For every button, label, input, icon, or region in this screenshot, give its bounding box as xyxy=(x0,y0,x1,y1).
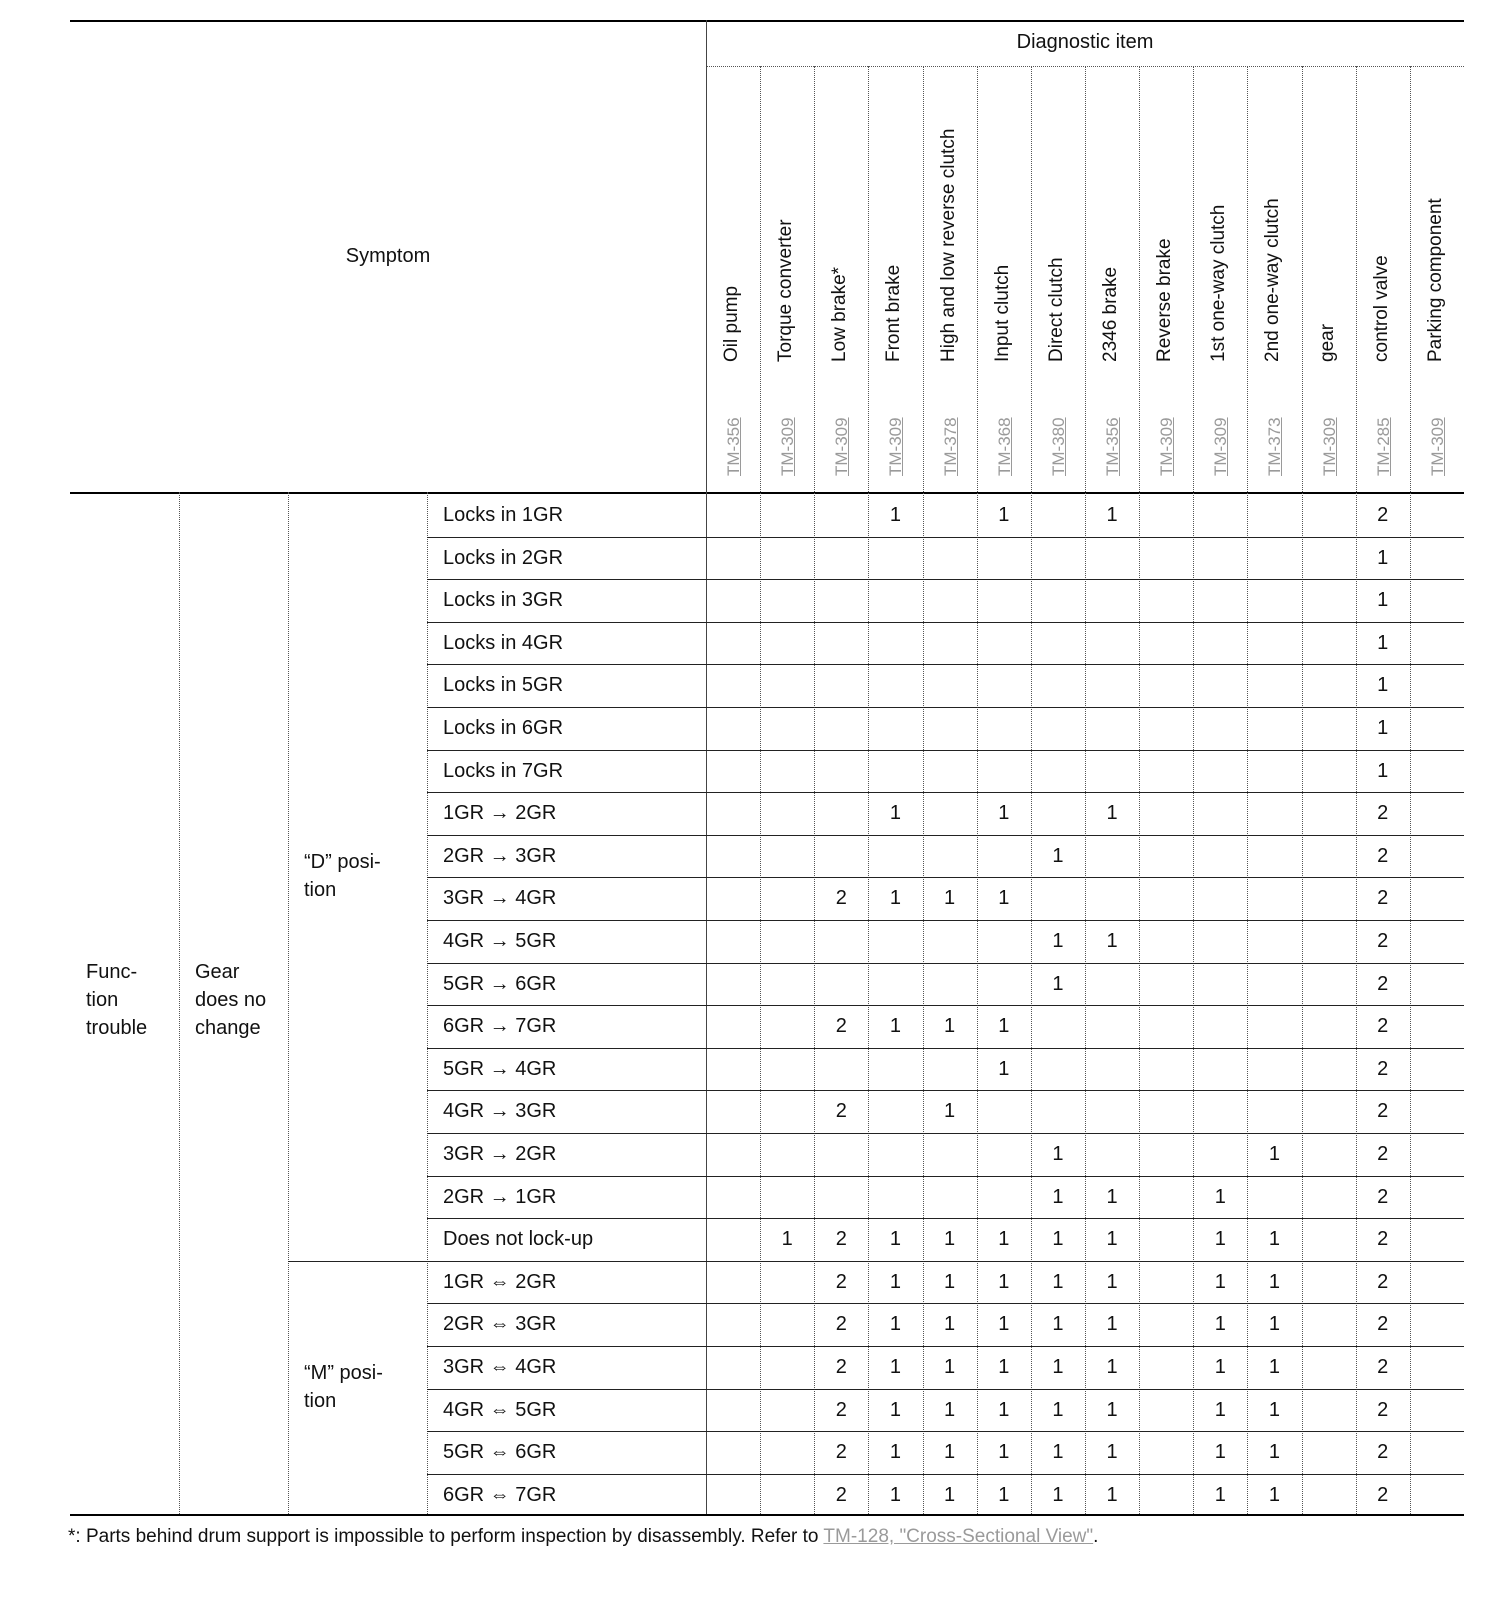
table-cell: 1 xyxy=(1052,1313,1064,1336)
table-cell: 2 xyxy=(1377,1313,1389,1336)
table-cell: 2 xyxy=(1377,887,1389,910)
footnote xyxy=(68,1525,1098,1549)
column-header-12: gear xyxy=(1316,323,1338,362)
table-cell: 1 xyxy=(1106,1356,1118,1378)
column-divider xyxy=(1193,66,1194,1514)
table-cell: 1 xyxy=(1377,589,1389,612)
table-cell: 1 xyxy=(998,1015,1010,1038)
row-symptom: 1GR ⇔ 2GR xyxy=(443,1270,557,1293)
row-symptom: 6GR → 7GR xyxy=(443,1015,557,1038)
table-cell: 2 xyxy=(835,1398,847,1421)
row-divider xyxy=(427,707,1464,708)
table-cell: 2 xyxy=(1377,802,1389,825)
column-divider xyxy=(814,66,815,1514)
table-cell: 2 xyxy=(1377,1270,1389,1293)
column-ref-link[interactable]: TM-309 xyxy=(832,417,852,476)
row-symptom: Locks in 1GR xyxy=(443,504,564,526)
table-cell: 1 xyxy=(1052,972,1064,995)
table-cell: 1 xyxy=(1214,1483,1226,1506)
table-cell: 1 xyxy=(889,1228,902,1251)
column-ref-link[interactable]: TM-309 xyxy=(886,417,906,476)
symptom-header: Symptom xyxy=(345,245,431,267)
row-symptom: 2GR ⇔ 3GR xyxy=(443,1313,557,1336)
table-cell: 2 xyxy=(1377,1015,1389,1038)
table-cell: 1 xyxy=(1377,717,1389,739)
row-divider xyxy=(427,1090,1464,1091)
table-cell: 1 xyxy=(1106,1398,1118,1421)
table-cell: 1 xyxy=(1377,759,1389,782)
row-divider xyxy=(427,1133,1464,1134)
symptom-divider xyxy=(179,492,180,1514)
column-header-13: control valve xyxy=(1370,255,1392,362)
row-symptom: Does not lock-up xyxy=(443,1228,594,1251)
table-cell: 1 xyxy=(998,887,1010,910)
table-cell: 1 xyxy=(1377,631,1389,654)
table-cell: 1 xyxy=(1052,930,1064,952)
table-cell: 1 xyxy=(1106,504,1118,526)
column-header-1: Oil pump xyxy=(721,285,742,362)
column-header-11: 2nd one-way clutch xyxy=(1262,198,1284,362)
table-cell: 1 xyxy=(998,1398,1010,1421)
table-cell: 1 xyxy=(889,1015,902,1038)
footnote-link[interactable]: TM-128, "Cross-Sectional View" xyxy=(823,1526,1094,1547)
row-divider xyxy=(427,750,1464,751)
table-cell: 1 xyxy=(889,1483,902,1506)
table-cell: 1 xyxy=(998,1441,1010,1464)
column-ref-link[interactable]: TM-373 xyxy=(1265,417,1285,476)
row-divider xyxy=(427,622,1464,623)
row-divider xyxy=(427,1218,1464,1219)
row-divider xyxy=(427,1005,1464,1006)
table-cell: 2 xyxy=(835,1015,847,1038)
table-cell: 1 xyxy=(1268,1270,1281,1293)
table-cell: 1 xyxy=(1268,1441,1281,1464)
table-cell: 1 xyxy=(1214,1185,1226,1208)
table-cell: 1 xyxy=(1052,1356,1064,1378)
table-cell: 1 xyxy=(1106,1483,1118,1506)
column-divider xyxy=(1356,66,1357,1514)
table-cell: 1 xyxy=(1214,1313,1226,1336)
column-ref-link[interactable]: TM-309 xyxy=(778,417,798,476)
position-label-m: “M” posi- tion xyxy=(304,1362,383,1412)
table-cell: 1 xyxy=(998,1483,1010,1506)
table-cell: 1 xyxy=(1052,1483,1064,1506)
column-ref-link[interactable]: TM-309 xyxy=(1211,417,1231,476)
category-label: Func- tion trouble xyxy=(86,961,148,1039)
row-divider xyxy=(427,877,1464,878)
table-cell: 1 xyxy=(889,504,902,526)
table-cell: 1 xyxy=(1377,546,1389,569)
table-cell: 1 xyxy=(889,802,902,825)
row-symptom: 2GR → 3GR xyxy=(443,844,557,867)
column-header-10: 1st one-way clutch xyxy=(1208,204,1230,362)
column-divider xyxy=(1247,66,1248,1514)
table-cell: 2 xyxy=(1377,504,1389,526)
table-cell: 1 xyxy=(1106,1270,1118,1293)
table-cell: 1 xyxy=(1106,1228,1118,1251)
table-cell: 1 xyxy=(944,1015,956,1038)
column-header-4: Front brake xyxy=(883,264,905,362)
column-divider xyxy=(1031,66,1032,1514)
table-cell: 1 xyxy=(889,1356,902,1378)
row-symptom: 5GR → 6GR xyxy=(443,972,557,995)
table-cell: 2 xyxy=(835,1270,847,1293)
table-cell: 1 xyxy=(1214,1270,1226,1293)
row-symptom: 2GR → 1GR xyxy=(443,1185,557,1208)
table-cell: 1 xyxy=(944,1356,956,1378)
table-cell: 1 xyxy=(944,1270,956,1293)
table-cell: 1 xyxy=(1052,1270,1064,1293)
table-cell: 1 xyxy=(998,1270,1010,1293)
row-divider xyxy=(427,963,1464,964)
column-header-7: Direct clutch xyxy=(1045,257,1067,362)
row-symptom: 4GR → 5GR xyxy=(443,930,557,952)
row-symptom: 4GR → 3GR xyxy=(443,1100,557,1123)
table-cell: 1 xyxy=(889,1313,902,1336)
table-cell: 1 xyxy=(944,1483,956,1506)
table-cell: 1 xyxy=(889,1441,902,1464)
column-divider xyxy=(706,20,707,1514)
table-cell: 2 xyxy=(835,1483,847,1506)
table-cell: 1 xyxy=(1214,1228,1226,1251)
column-ref-link[interactable]: TM-309 xyxy=(1427,417,1447,476)
column-divider xyxy=(868,66,869,1514)
row-symptom: 3GR → 4GR xyxy=(443,887,557,910)
table-bottom-rule xyxy=(70,1514,1464,1516)
column-ref-link[interactable]: TM-380 xyxy=(1048,417,1068,476)
table-cell: 1 xyxy=(1052,1441,1064,1464)
table-cell: 2 xyxy=(835,1100,847,1123)
table-cell: 1 xyxy=(998,504,1010,526)
column-ref-link[interactable]: TM-356 xyxy=(1102,417,1122,476)
table-cell: 2 xyxy=(1377,972,1389,995)
table-cell: 2 xyxy=(835,1313,847,1336)
table-cell: 2 xyxy=(1377,930,1389,952)
row-divider xyxy=(427,792,1464,793)
table-cell: 2 xyxy=(1377,1398,1389,1421)
table-cell: 1 xyxy=(889,1398,902,1421)
table-cell: 1 xyxy=(1052,1228,1064,1251)
row-divider xyxy=(427,835,1464,836)
table-cell: 2 xyxy=(835,1228,847,1251)
column-ref-link[interactable]: TM-309 xyxy=(1157,417,1177,476)
row-divider xyxy=(427,1431,1464,1432)
table-cell: 1 xyxy=(1214,1356,1226,1378)
row-divider xyxy=(427,1389,1464,1390)
table-cell: 1 xyxy=(944,1441,956,1464)
column-ref-link[interactable]: TM-309 xyxy=(1319,417,1339,476)
table-cell: 2 xyxy=(1377,1143,1389,1165)
row-divider xyxy=(427,1048,1464,1049)
table-cell: 1 xyxy=(1268,1398,1281,1421)
table-cell: 1 xyxy=(1268,1313,1281,1336)
symptom-divider xyxy=(288,492,289,1514)
table-cell: 1 xyxy=(944,1313,956,1336)
table-cell: 1 xyxy=(1214,1441,1226,1464)
column-divider xyxy=(760,66,761,1514)
row-symptom: 3GR → 2GR xyxy=(443,1143,557,1165)
table-cell: 1 xyxy=(1052,1143,1064,1165)
position-group-divider xyxy=(288,1261,1464,1262)
column-divider xyxy=(1302,66,1303,1514)
row-symptom: Locks in 3GR xyxy=(443,589,564,612)
table-cell: 1 xyxy=(889,887,902,910)
table-cell: 1 xyxy=(1106,1313,1118,1336)
header-bottom-rule xyxy=(70,492,1464,494)
column-header-3: Low brake* xyxy=(829,266,851,362)
table-cell: 1 xyxy=(1268,1356,1281,1378)
position-label-d: “D” posi- tion xyxy=(304,851,381,901)
row-divider xyxy=(427,537,1464,538)
table-cell: 1 xyxy=(998,1057,1010,1080)
row-divider xyxy=(427,1176,1464,1177)
table-cell: 1 xyxy=(1268,1143,1281,1165)
row-symptom: 1GR → 2GR xyxy=(443,802,557,825)
table-cell: 1 xyxy=(1052,1185,1064,1208)
row-symptom: Locks in 4GR xyxy=(443,631,564,654)
diagnostic-item-header: Diagnostic item xyxy=(1016,31,1154,53)
table-cell: 2 xyxy=(1377,1185,1389,1208)
table-cell: 1 xyxy=(944,1228,956,1251)
footnote-end: . xyxy=(1093,1526,1099,1547)
table-top-rule xyxy=(70,20,1464,22)
column-header-9: Reverse brake xyxy=(1154,238,1176,362)
table-cell: 1 xyxy=(889,1270,902,1293)
table-cell: 1 xyxy=(944,1100,956,1123)
footnote-text: *: Parts behind drum support is impossible to perform inspection by disassembly. Refer to xyxy=(68,1526,824,1547)
table-cell: 1 xyxy=(1106,930,1118,952)
row-symptom: 3GR ⇔ 4GR xyxy=(443,1356,557,1378)
column-divider xyxy=(1139,66,1140,1514)
table-cell: 2 xyxy=(1377,1100,1389,1123)
table-cell: 1 xyxy=(1052,1398,1064,1421)
row-divider xyxy=(427,579,1464,580)
table-cell: 2 xyxy=(835,1356,847,1378)
column-divider xyxy=(1410,66,1411,1514)
table-cell: 2 xyxy=(1377,1356,1389,1378)
row-symptom: Locks in 6GR xyxy=(443,717,564,739)
column-ref-link[interactable]: TM-378 xyxy=(940,417,960,476)
table-cell: 1 xyxy=(998,1356,1010,1378)
row-symptom: Locks in 5GR xyxy=(443,674,564,697)
row-symptom: Locks in 7GR xyxy=(443,759,564,782)
row-divider xyxy=(427,1303,1464,1304)
table-cell: 1 xyxy=(944,887,956,910)
row-symptom: Locks in 2GR xyxy=(443,546,564,569)
row-divider xyxy=(427,1474,1464,1475)
table-cell: 1 xyxy=(998,1228,1010,1251)
table-cell: 2 xyxy=(1377,1441,1389,1464)
table-cell: 1 xyxy=(944,1398,956,1421)
table-cell: 1 xyxy=(1214,1398,1226,1421)
row-divider xyxy=(427,920,1464,921)
table-cell: 2 xyxy=(1377,1057,1389,1080)
column-divider xyxy=(1085,66,1086,1514)
row-symptom: 5GR ⇔ 6GR xyxy=(443,1441,557,1464)
table-cell: 1 xyxy=(998,802,1010,825)
table-cell: 1 xyxy=(1106,1441,1118,1464)
table-cell: 1 xyxy=(1106,1185,1118,1208)
column-ref-link[interactable]: TM-368 xyxy=(994,417,1014,476)
row-symptom: 5GR → 4GR xyxy=(443,1057,557,1080)
row-symptom: 4GR ⇔ 5GR xyxy=(443,1398,557,1421)
row-divider xyxy=(427,1346,1464,1347)
column-ref-link[interactable]: TM-356 xyxy=(724,417,743,476)
table-cell: 2 xyxy=(835,1441,847,1464)
column-header-8: 2346 brake xyxy=(1099,266,1121,362)
table-cell: 2 xyxy=(1377,1228,1389,1251)
table-cell: 2 xyxy=(835,887,847,910)
table-cell: 2 xyxy=(1377,844,1389,867)
row-symptom: 6GR ⇔ 7GR xyxy=(443,1483,557,1506)
table-cell: 1 xyxy=(1268,1228,1281,1251)
symptom-divider xyxy=(427,492,428,1514)
column-divider xyxy=(923,66,924,1514)
row-divider xyxy=(427,664,1464,665)
column-header-14: Parking component xyxy=(1424,198,1446,362)
column-header-5: High and low reverse clutch xyxy=(937,128,959,362)
table-cell: 1 xyxy=(1106,802,1118,825)
column-header-2: Torque converter xyxy=(775,219,797,362)
table-cell: 1 xyxy=(1377,674,1389,697)
table-cell: 1 xyxy=(781,1228,793,1251)
table-cell: 1 xyxy=(1268,1483,1281,1506)
table-cell: 2 xyxy=(1377,1483,1389,1506)
table-cell: 1 xyxy=(1052,844,1064,867)
column-header-6: Input clutch xyxy=(991,264,1013,362)
table-cell: 1 xyxy=(998,1313,1010,1336)
column-ref-link[interactable]: TM-285 xyxy=(1373,417,1393,476)
subcategory-label: Gear does no change xyxy=(195,961,267,1039)
column-divider xyxy=(977,66,978,1514)
